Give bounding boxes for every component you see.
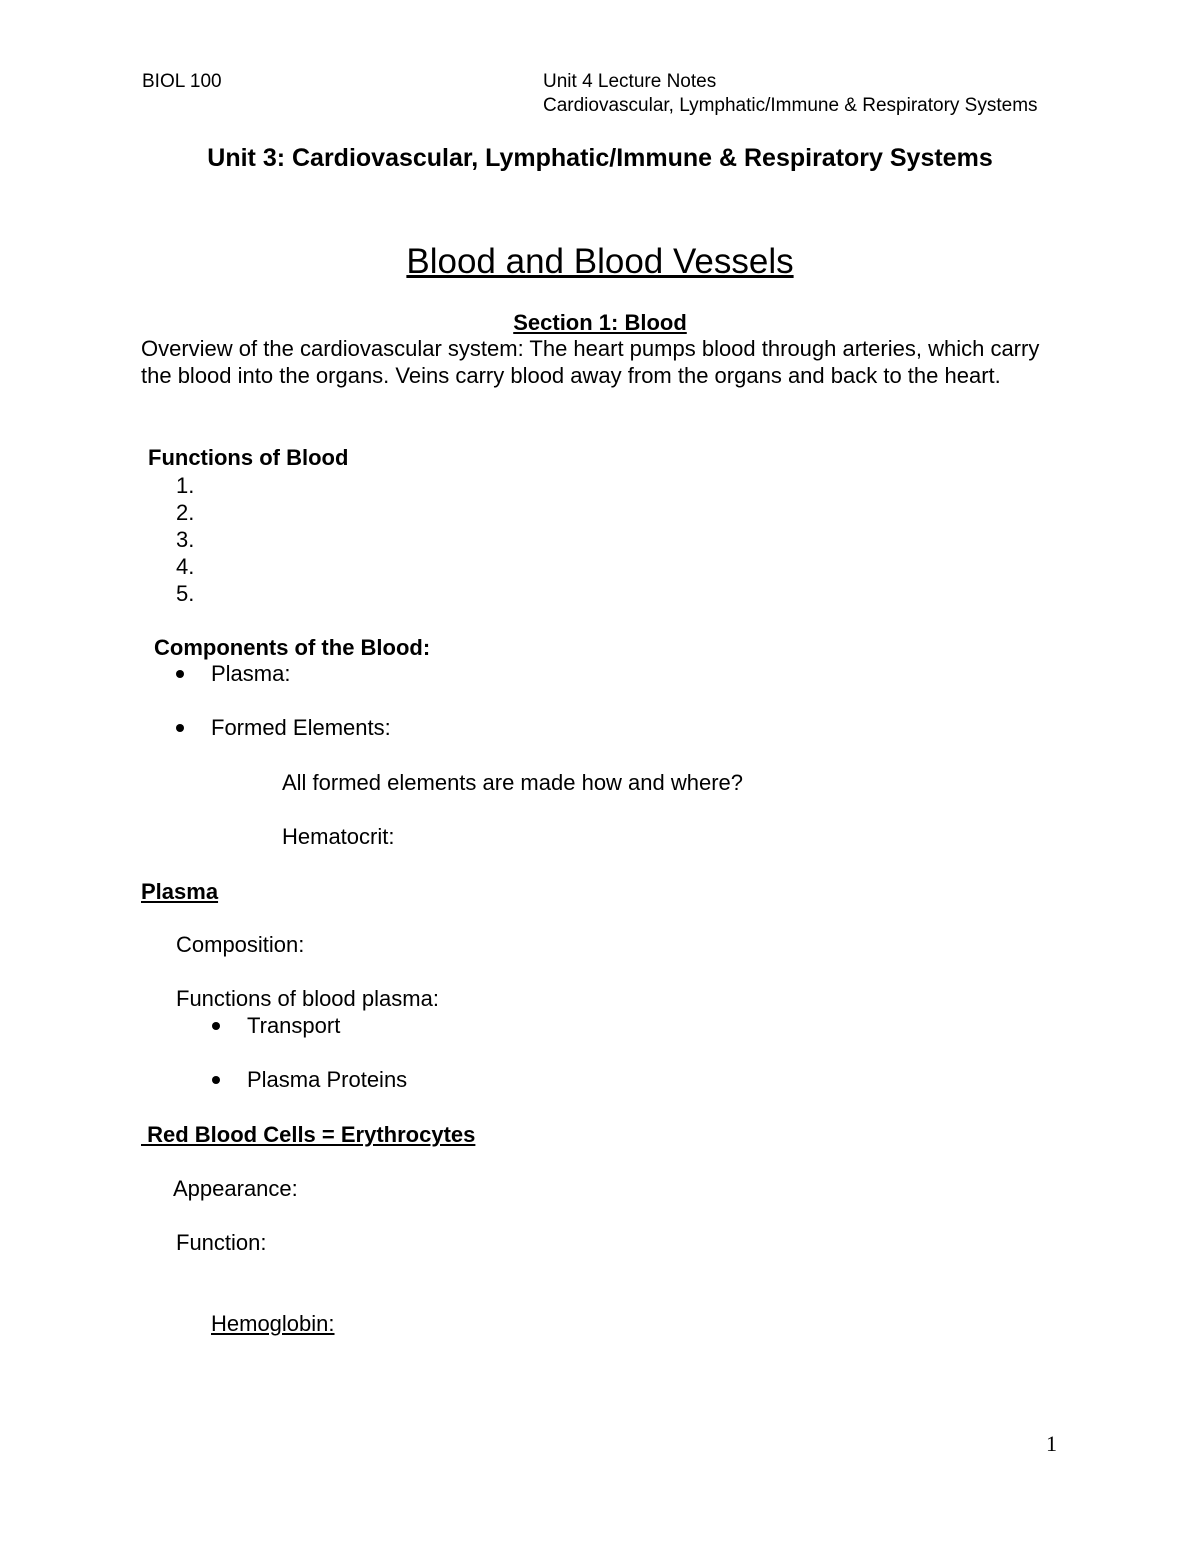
header-course: BIOL 100 xyxy=(142,71,222,92)
hemoglobin-label: Hemoglobin: xyxy=(211,1311,335,1336)
main-title: Blood and Blood Vessels xyxy=(406,242,794,281)
list-item: 2. xyxy=(176,500,195,525)
functions-list xyxy=(176,472,194,607)
plasma-composition-label: Composition: xyxy=(176,932,305,957)
components-heading: Components of the Blood: xyxy=(154,635,431,660)
formed-elements-question: All formed elements are made how and where? xyxy=(282,770,744,795)
section-title: Section 1: Blood xyxy=(513,310,687,335)
header-unit xyxy=(543,70,1038,118)
bullet-icon xyxy=(212,1022,220,1030)
header-unit-line1: Unit 4 Lecture Notes xyxy=(543,71,717,92)
unit-title: Unit 3: Cardiovascular, Lymphatic/Immune & Respiratory Systems xyxy=(207,144,993,172)
list-item xyxy=(212,1066,407,1094)
rbc-appearance-label: Appearance: xyxy=(173,1176,298,1201)
component-label: Formed Elements: xyxy=(211,715,391,740)
plasma-heading: Plasma xyxy=(141,879,219,904)
list-item xyxy=(176,660,290,688)
rbc-heading: Red Blood Cells = Erythrocytes xyxy=(141,1122,476,1147)
plasma-function-item: Transport xyxy=(247,1013,341,1038)
bullet-icon xyxy=(212,1076,220,1084)
overview-paragraph: Overview of the cardiovascular system: The heart pumps blood through arteries, which carry the blood into the organs. Veins carry blood away from the organs and back to the heart. xyxy=(141,336,1040,388)
page-number: 1 xyxy=(1046,1431,1057,1456)
bullet-icon xyxy=(176,724,184,732)
component-label: Plasma: xyxy=(211,661,291,686)
rbc-function-label: Function: xyxy=(176,1230,267,1255)
bullet-icon xyxy=(176,670,184,678)
list-item: 5. xyxy=(176,581,195,606)
list-item: 3. xyxy=(176,527,195,552)
list-item xyxy=(176,714,391,742)
hematocrit-label: Hematocrit: xyxy=(282,824,395,849)
header-unit-line2: Cardiovascular, Lymphatic/Immune & Respiratory Systems xyxy=(543,95,1038,116)
list-item xyxy=(212,1012,340,1040)
list-item: 1. xyxy=(176,473,195,498)
plasma-function-item: Plasma Proteins xyxy=(247,1067,408,1092)
plasma-functions-label: Functions of blood plasma: xyxy=(176,986,439,1011)
functions-heading: Functions of Blood xyxy=(148,445,349,470)
list-item: 4. xyxy=(176,554,195,579)
